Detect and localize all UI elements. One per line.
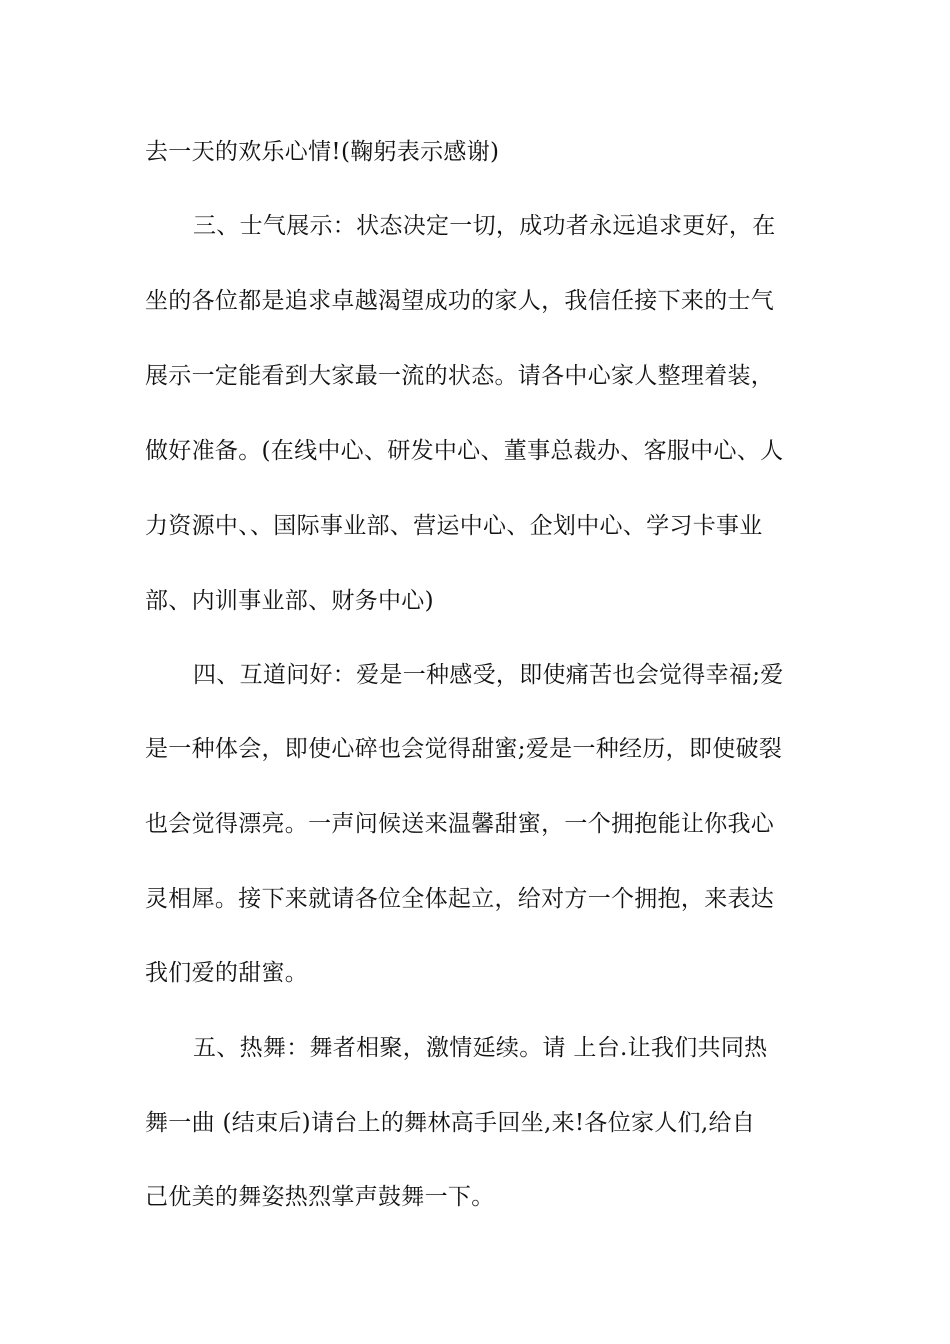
section-heading-line: 三、士气展示：状态决定一切，成功者永远追求更好，在	[193, 213, 776, 239]
text-line: 也会觉得漂亮。一声问候送来温馨甜蜜，一个拥抱能让你我心	[145, 811, 775, 837]
section-heading-line: 五、热舞：舞者相聚，激情延续。请 上台.让我们共同热	[193, 1035, 768, 1061]
text-line: 坐的各位都是追求卓越渴望成功的家人，我信任接下来的士气	[145, 288, 775, 314]
text-line: 做好准备。(在线中心、研发中心、董事总裁办、客服中心、人	[145, 438, 784, 464]
text-line: 舞一曲 (结束后)请台上的舞林高手回坐,来!各位家人们,给自	[145, 1110, 756, 1136]
text-line: 去一天的欢乐心情!(鞠躬表示感谢)	[145, 139, 500, 165]
text-line: 是一种体会，即使心碎也会觉得甜蜜;爱是一种经历，即使破裂	[145, 736, 783, 762]
text-line: 部、内训事业部、财务中心)	[145, 588, 434, 614]
text-line: 己优美的舞姿热烈掌声鼓舞一下。	[145, 1184, 495, 1210]
text-line: 我们爱的甜蜜。	[145, 960, 309, 986]
text-line: 展示一定能看到大家最一流的状态。请各中心家人整理着装，	[145, 363, 775, 389]
text-line: 力资源中、、国际事业部、营运中心、企划中心、学习卡事业	[145, 513, 763, 539]
section-heading-line: 四、互道问好：爱是一种感受，即使痛苦也会觉得幸福;爱	[193, 662, 784, 688]
text-line: 灵相犀。接下来就请各位全体起立，给对方一个拥抱，来表达	[145, 886, 775, 912]
